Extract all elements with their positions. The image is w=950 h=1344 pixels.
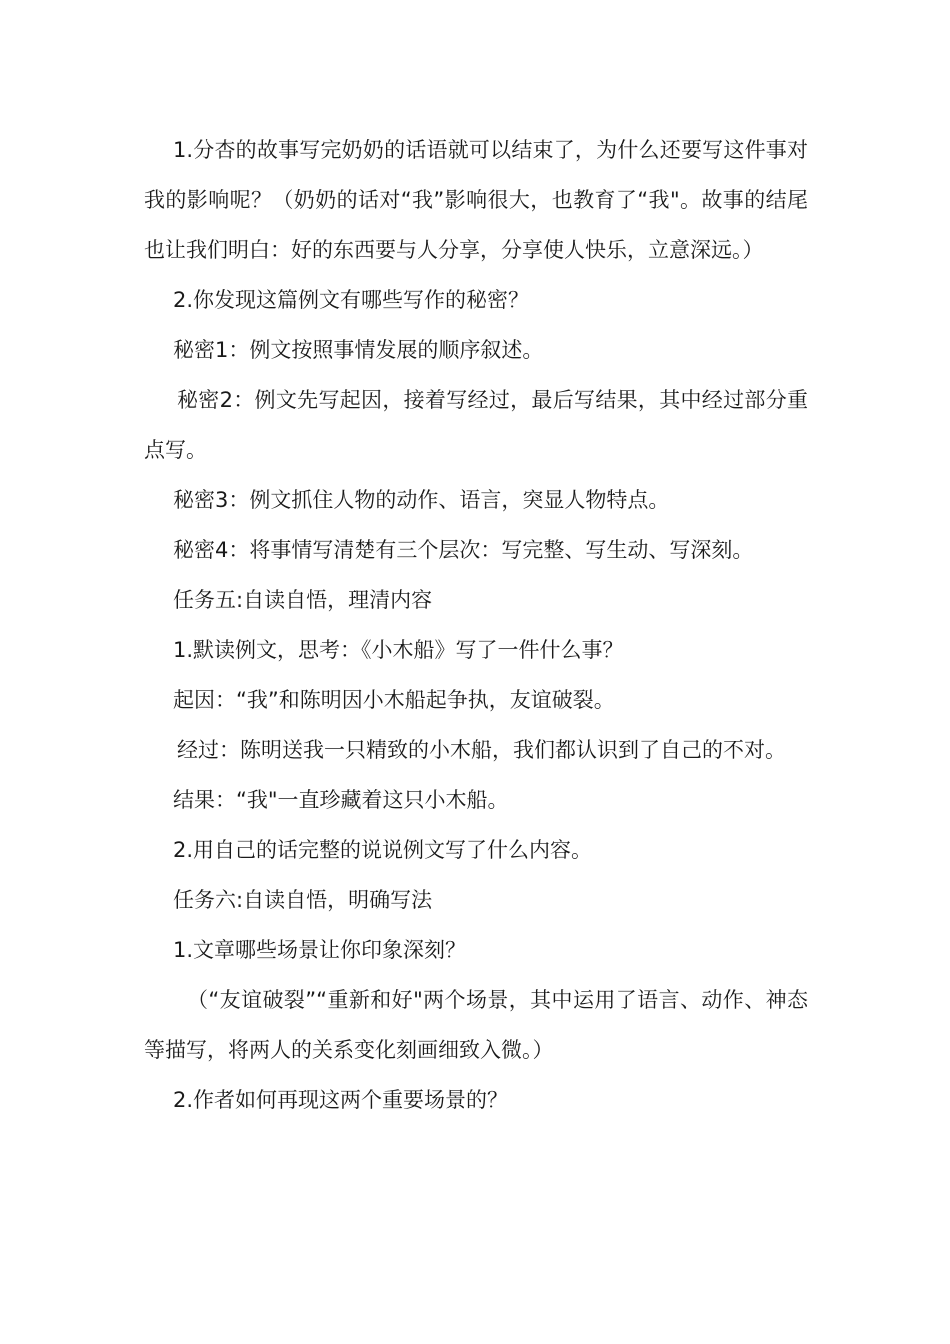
paragraph-task-6-q1: 1.文章哪些场景让你印象深刻？: [173, 938, 467, 962]
paragraph-secret-1: 秘密1：例文按照事情发展的顺序叙述。: [173, 338, 544, 362]
paragraph-cause: 起因：“我”和陈明因小木船起争执，友谊破裂。: [173, 688, 615, 712]
paragraph-task-6-answer: （“友谊破裂”“重新和好"两个场景，其中运用了语言、动作、神态等描写，将两人的关系变化刻画细致入微。）: [144, 988, 808, 1062]
document-body: [144, 125, 808, 1125]
paragraph-task-5-q2: 2.用自己的话完整的说说例文写了什么内容。: [173, 838, 593, 862]
paragraph-process: 经过：陈明送我一只精致的小木船，我们都认识到了自己的不对。: [177, 738, 786, 762]
paragraph-task-6-q2: 2.作者如何再现这两个重要场景的？: [173, 1088, 509, 1112]
paragraph-task-5-q1: 1.默读例文，思考：《小木船》写了一件什么事？: [173, 638, 624, 662]
heading-task-5: 任务五:自读自悟，理清内容: [173, 588, 433, 612]
paragraph-secret-4: 秘密4：将事情写清楚有三个层次：写完整、写生动、写深刻。: [173, 538, 754, 562]
paragraph-result: 结果：“我"一直珍藏着这只小木船。: [173, 788, 509, 812]
paragraph-question-2: 2.你发现这篇例文有哪些写作的秘密？: [173, 288, 530, 312]
heading-task-6: 任务六:自读自悟，明确写法: [173, 888, 433, 912]
paragraph-secret-2: 秘密2：例文先写起因，接着写经过，最后写结果，其中经过部分重点写。: [144, 388, 808, 462]
paragraph-secret-3: 秘密3：例文抓住人物的动作、语言，突显人物特点。: [173, 488, 670, 512]
paragraph-question-1: 1.分杏的故事写完奶奶的话语就可以结束了，为什么还要写这件事对我的影响呢？（奶奶的话对“我”影响很大，也教育了“我"。故事的结尾也让我们明白：好的东西要与人分享，分享使人快乐，立意深远。）: [144, 138, 808, 262]
